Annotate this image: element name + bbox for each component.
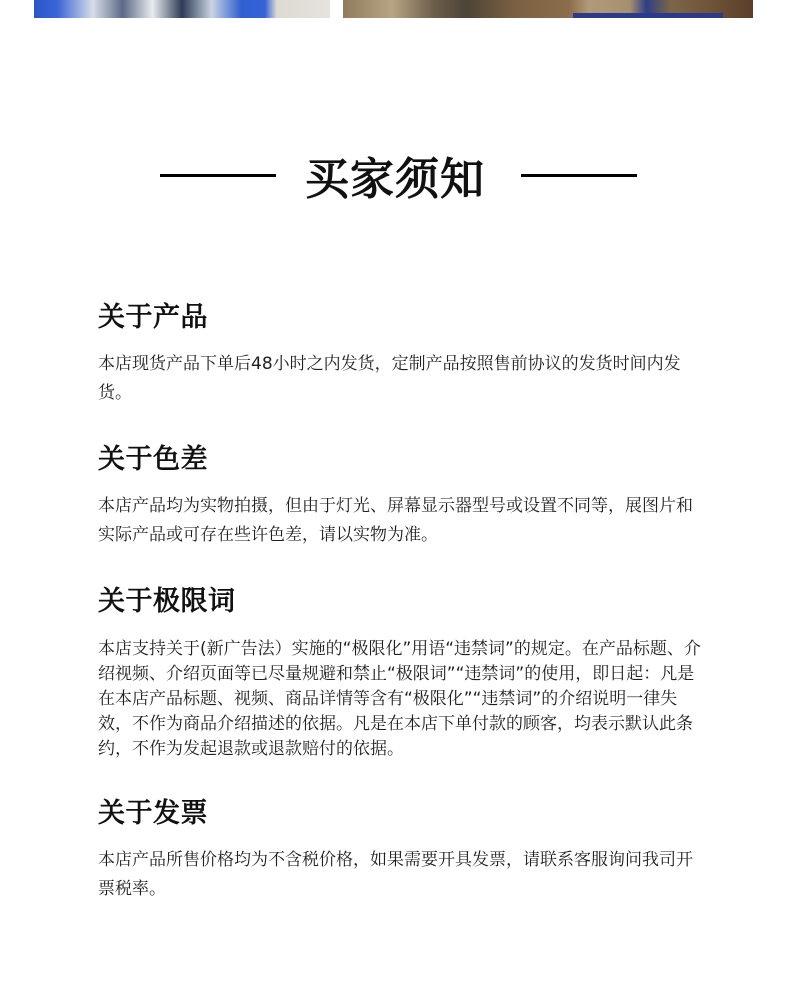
section-body: 本店产品均为实物拍摄，但由于灯光、屏幕显示器型号或设置不同等，展图片和实际产品或可存在些许色差，请以实物为准。 (98, 496, 693, 545)
section-about-product (98, 300, 708, 407)
title-divider-right (521, 174, 637, 177)
section-heading: 关于产品 (98, 302, 208, 333)
photo-detail (573, 13, 723, 18)
title-divider-left (160, 174, 276, 177)
section-about-restricted-words (98, 584, 708, 762)
notice-title-row (0, 150, 790, 210)
page-title: 买家须知 (305, 154, 485, 205)
section-about-color-difference (98, 442, 708, 549)
fan-product-photo (34, 0, 330, 18)
section-about-invoice (98, 796, 708, 903)
section-heading: 关于色差 (98, 444, 208, 475)
section-heading: 关于发票 (98, 798, 208, 829)
section-body: 本店现货产品下单后48小时之内发货，定制产品按照售前协议的发货时间内发货。 (98, 354, 681, 403)
warehouse-boxes-photo (343, 0, 753, 18)
product-photo-strip (0, 0, 790, 19)
section-body: 本店产品所售价格均为不含税价格，如果需要开具发票，请联系客服询问我司开票税率。 (98, 850, 693, 899)
section-heading: 关于极限词 (98, 586, 236, 617)
section-body: 本店支持关于(新广告法）实施的“极限化”用语“违禁词”的规定。在产品标题、介绍视频、介绍页面等已尽量规避和禁止“极限词”“违禁词”的使用，即日起：凡是在本店产品标题、视频、商品详情等含有“极限化”“违禁词”的介绍说明一律失效，不作为商品介绍描述的依据。凡是在本店下单付款的顾客，均表示默认此条约，不作为发起退款或退款赔付的依据。 (98, 639, 701, 759)
